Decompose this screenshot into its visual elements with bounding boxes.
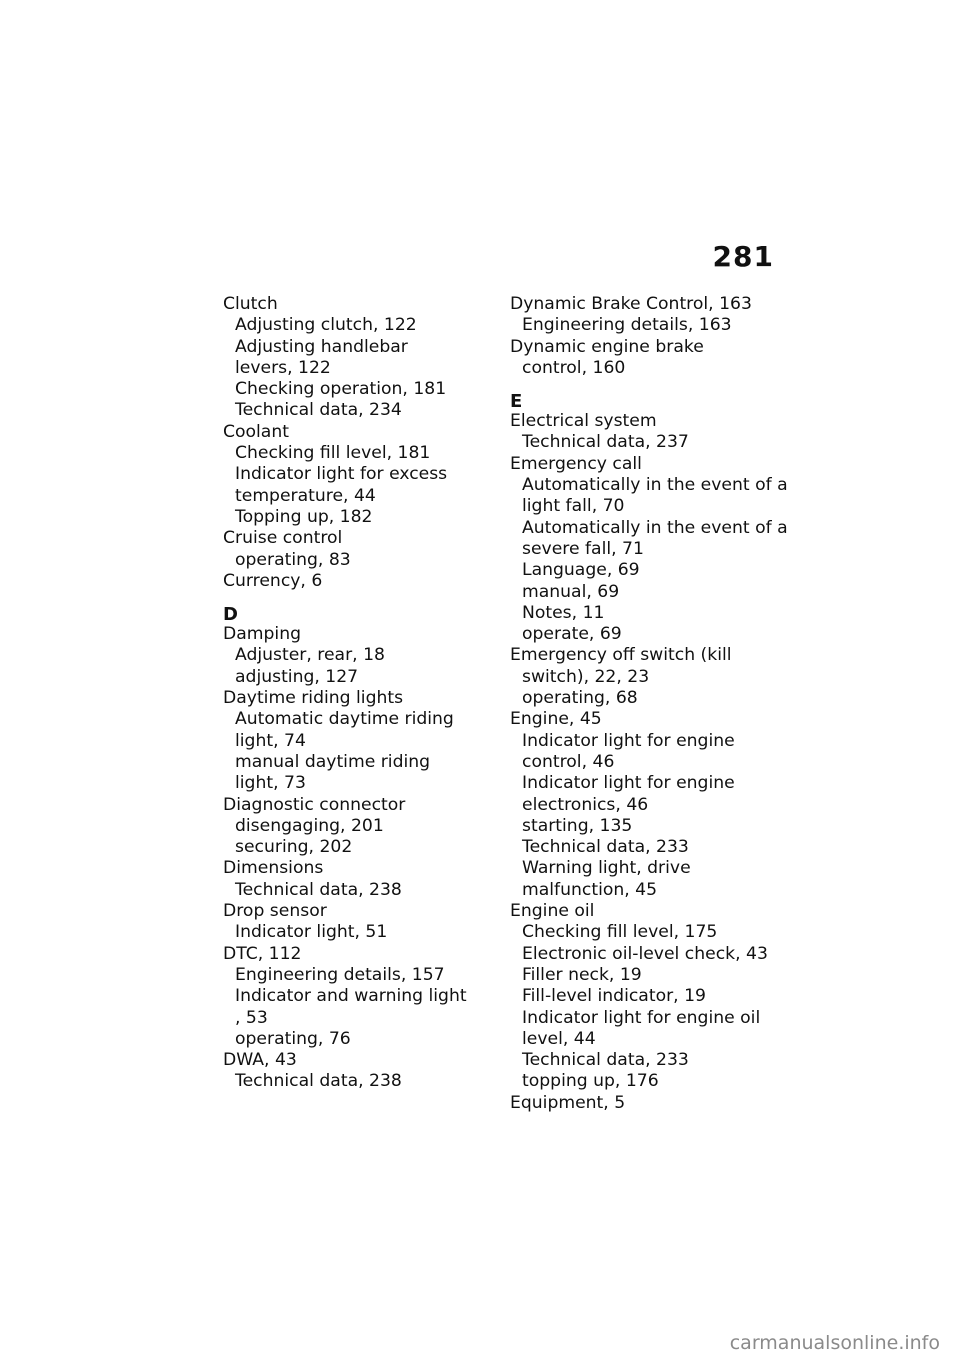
index-column-right — [510, 294, 790, 1114]
index-subentry: Indicator light for engine oil — [522, 1007, 761, 1028]
index-subentry: severe fall, 71 — [522, 538, 644, 559]
index-subentry: electronics, 46 — [522, 794, 649, 815]
index-subentry: Technical data, 233 — [522, 837, 689, 858]
index-subentry: manual daytime riding — [235, 751, 431, 772]
index-subentry: Technical data, 238 — [235, 879, 402, 900]
index-subentry: operate, 69 — [522, 624, 622, 645]
index-subentry: Adjusting handlebar — [235, 336, 408, 357]
index-subentry: securing, 202 — [235, 837, 353, 858]
index-subentry: light, 73 — [235, 773, 306, 794]
index-subentry: malfunction, 45 — [522, 879, 658, 900]
index-subentry: Automatically in the event of a — [522, 475, 788, 496]
index-subentry: Indicator light, 51 — [235, 922, 388, 943]
index-entry: Emergency call — [510, 453, 642, 474]
index-subentry: light fall, 70 — [522, 496, 625, 517]
index-subentry: switch), 22, 23 — [522, 666, 650, 687]
index-subentry: Notes, 11 — [522, 602, 605, 623]
index-entry: Drop sensor — [223, 901, 327, 922]
index-subentry: temperature, 44 — [235, 485, 376, 506]
index-entry: Electrical system — [510, 411, 657, 432]
index-entry: Dynamic Brake Control, 163 — [510, 294, 752, 314]
index-subentry: Engineering details, 157 — [235, 964, 445, 985]
index-subentry: Technical data, 237 — [522, 432, 689, 453]
index-entry: Currency, 6 — [223, 570, 323, 591]
index-subentry: Automatic daytime riding — [235, 709, 454, 730]
index-entry: Diagnostic connector — [223, 794, 406, 815]
index-entry: DTC, 112 — [223, 943, 302, 964]
index-entry: Daytime riding lights — [223, 688, 404, 709]
index-subentry: Checking operation, 181 — [235, 379, 447, 400]
index-subentry: control, 160 — [522, 357, 626, 378]
index-subentry: Topping up, 182 — [235, 506, 373, 527]
index-section-letter: D — [223, 604, 238, 626]
index-subentry: Electronic oil-level check, 43 — [522, 943, 768, 964]
index-column-left — [223, 294, 473, 1093]
index-entry: Equipment, 5 — [510, 1092, 626, 1113]
index-entry: Damping — [223, 624, 301, 645]
page-number: 281 — [712, 240, 774, 273]
index-subentry: Fill-level indicator, 19 — [522, 986, 706, 1007]
index-entry: Dimensions — [223, 858, 324, 879]
index-subentry: Checking fill level, 181 — [235, 443, 431, 464]
index-subentry: Indicator light for excess — [235, 464, 448, 485]
index-entry: Dynamic engine brake — [510, 336, 704, 357]
index-subentry: Automatically in the event of a — [522, 517, 788, 538]
index-entry: Coolant — [223, 421, 289, 442]
index-subentry: Checking fill level, 175 — [522, 922, 718, 943]
index-subentry: manual, 69 — [522, 581, 620, 602]
index-entry: Engine oil — [510, 901, 595, 922]
index-subentry: topping up, 176 — [522, 1071, 659, 1092]
index-entry: Engine, 45 — [510, 709, 602, 730]
index-section-letter: E — [510, 391, 523, 413]
watermark: carmanualsonline.info — [729, 1332, 940, 1354]
index-entry: Emergency off switch (kill — [510, 645, 732, 666]
index-subentry: operating, 76 — [235, 1028, 351, 1049]
index-subentry: Technical data, 233 — [522, 1050, 689, 1071]
index-subentry: Technical data, 238 — [235, 1071, 402, 1092]
index-subentry: operating, 83 — [235, 549, 351, 570]
index-subentry: Warning light, drive — [522, 858, 691, 879]
index-entry: Clutch — [223, 294, 278, 314]
index-subentry: light, 74 — [235, 730, 306, 751]
index-subentry: Filler neck, 19 — [522, 964, 642, 985]
index-subentry: Indicator and warning light — [235, 986, 467, 1007]
index-subentry: Adjusting clutch, 122 — [235, 315, 417, 336]
index-subentry: Indicator light for engine — [522, 730, 735, 751]
index-subentry: operating, 68 — [522, 688, 638, 709]
index-subentry: Language, 69 — [522, 560, 640, 581]
index-entry: Cruise control — [223, 528, 343, 549]
index-subentry: Adjuster, rear, 18 — [235, 645, 385, 666]
index-entry: DWA, 43 — [223, 1050, 297, 1071]
index-subentry: level, 44 — [522, 1028, 596, 1049]
index-subentry: Engineering details, 163 — [522, 315, 732, 336]
index-subentry: adjusting, 127 — [235, 666, 359, 687]
index-subentry: , 53 — [235, 1007, 268, 1028]
index-subentry: levers, 122 — [235, 357, 331, 378]
index-subentry: starting, 135 — [522, 815, 633, 836]
index-subentry: Indicator light for engine — [522, 773, 735, 794]
index-subentry: Technical data, 234 — [235, 400, 402, 421]
index-subentry: control, 46 — [522, 751, 615, 772]
index-subentry: disengaging, 201 — [235, 815, 384, 836]
